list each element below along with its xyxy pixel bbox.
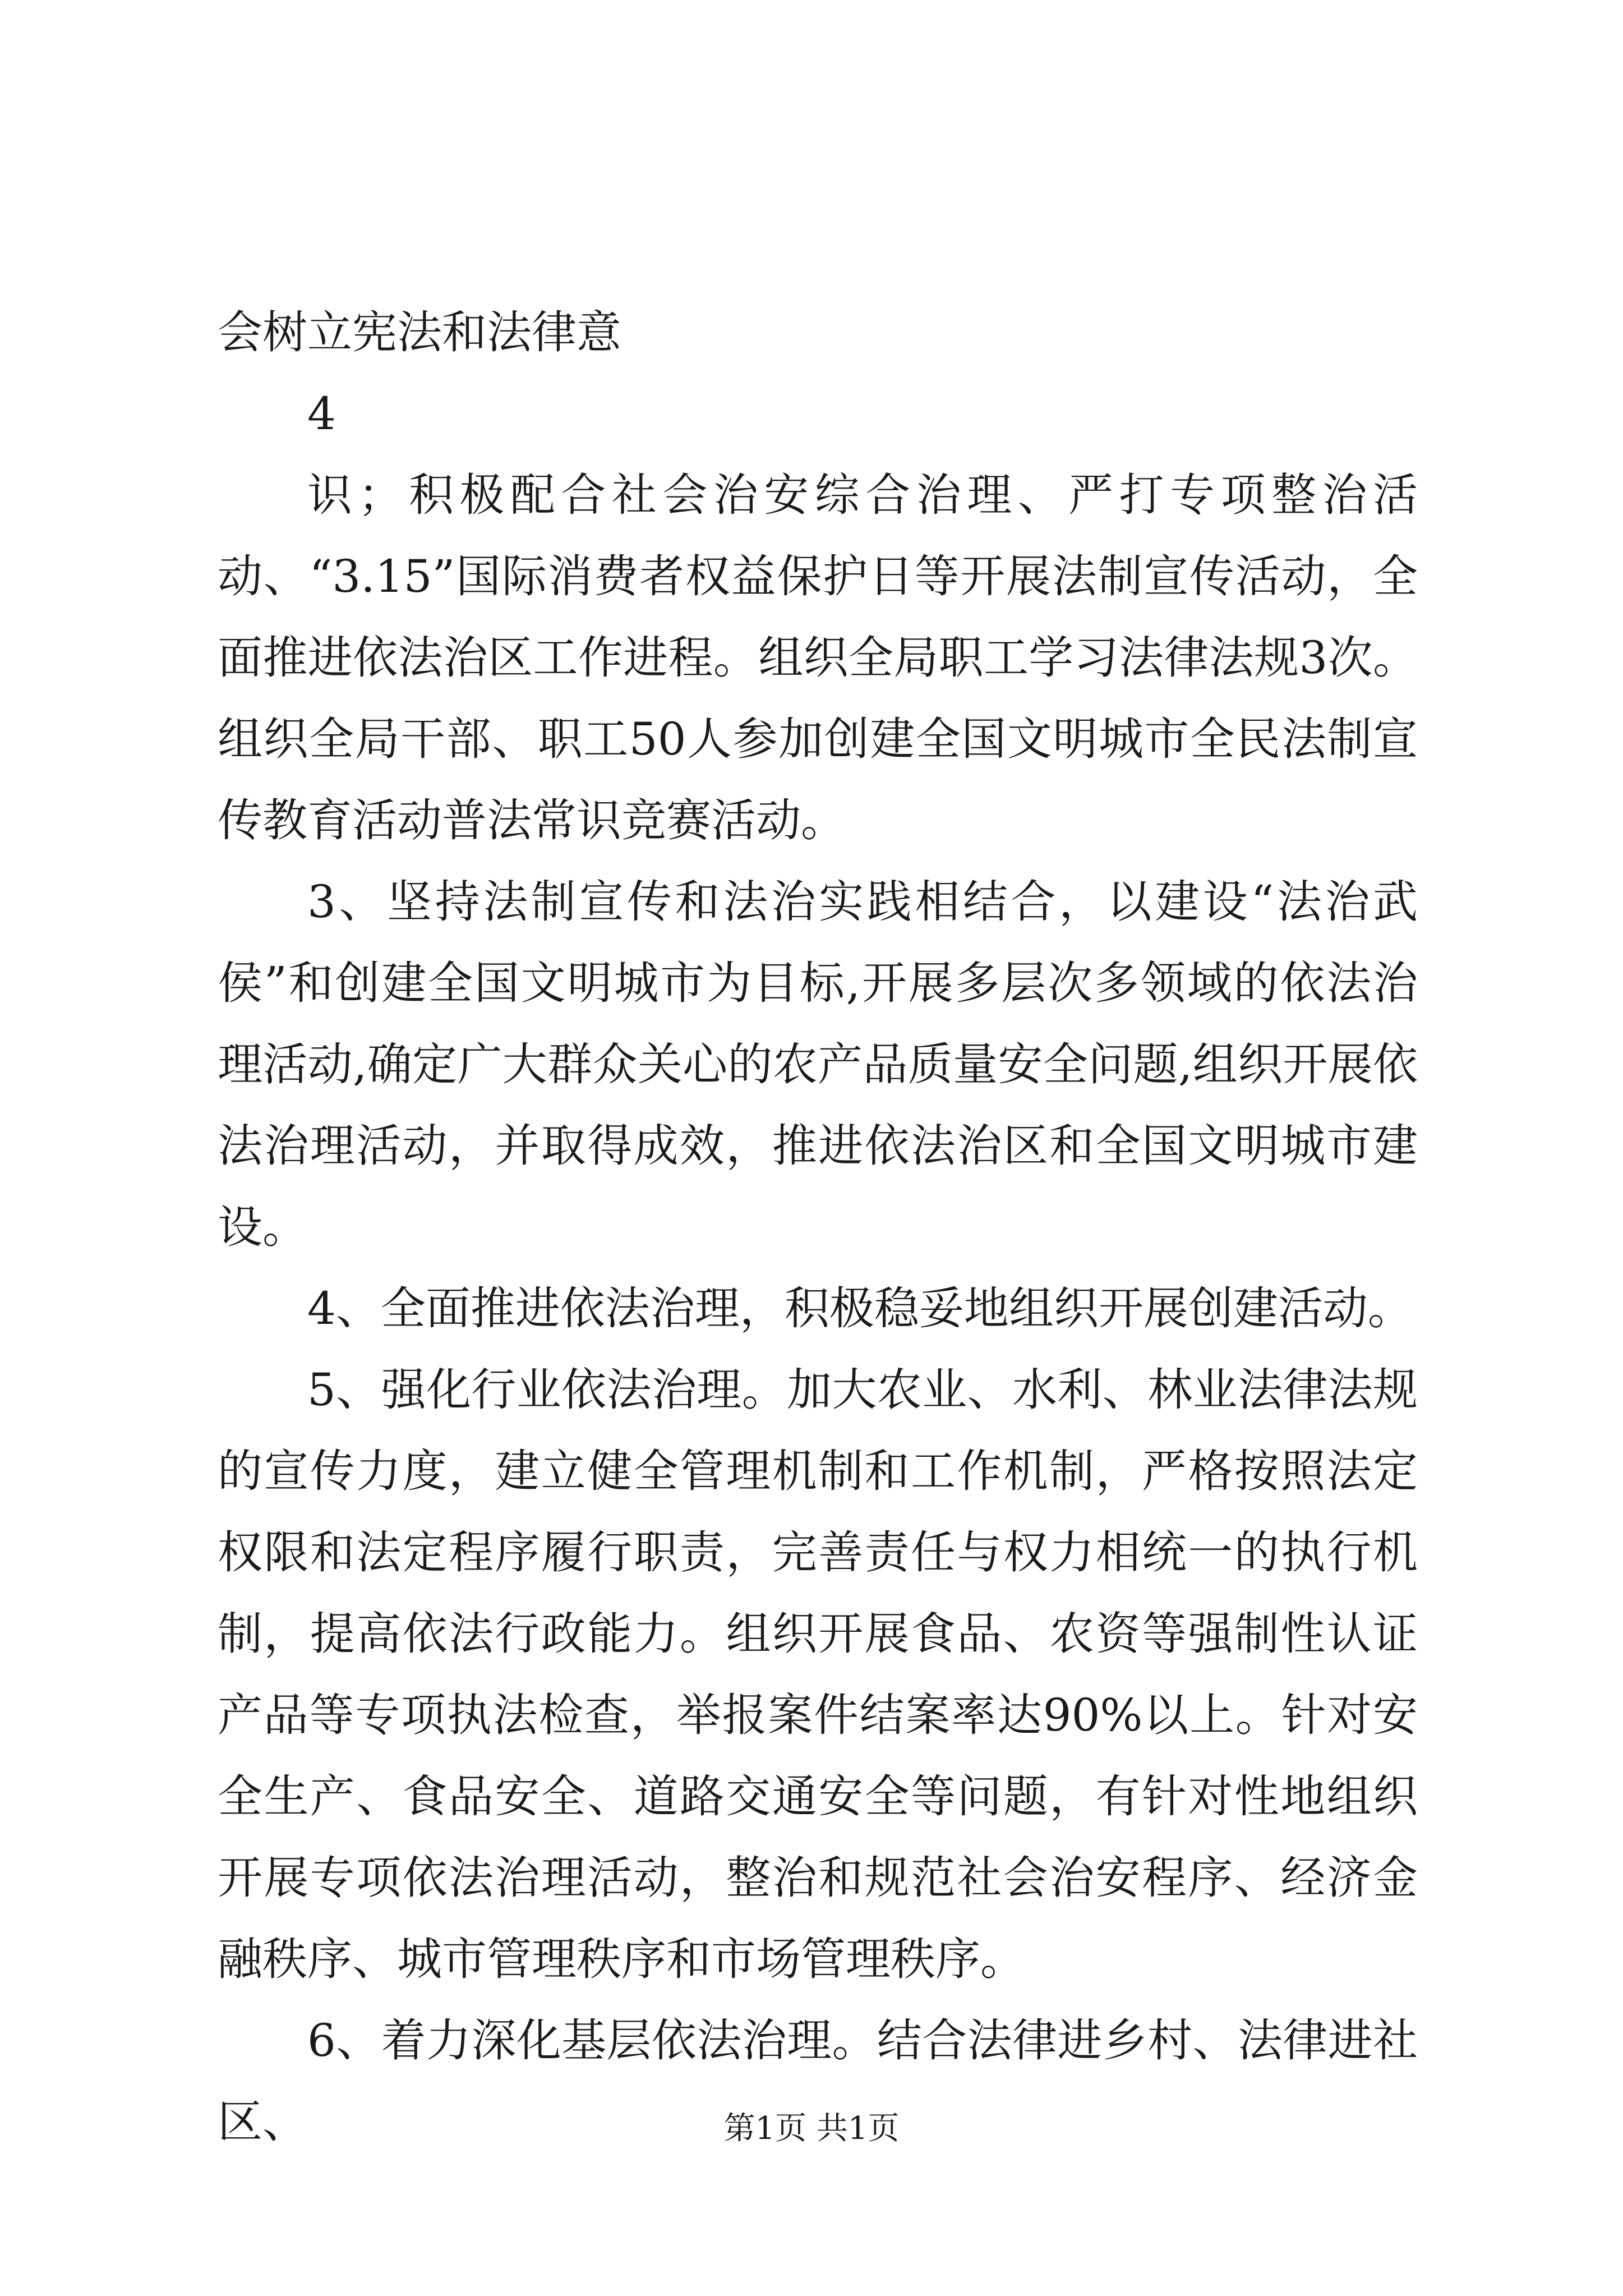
page-footer bbox=[0, 2109, 1623, 2148]
paragraph-3: 识；积极配合社会治安综合治理、严打专项整治活动、“3.15”国际消费者权益保护日等开展法制宣传活动，全面推进依法治区工作进程。组织全局职工学习法律法规3次。组织全局干部、职工50人参加创建全国文明城市全民法制宣传教育活动普法常识竞赛活动。 bbox=[218, 469, 1418, 846]
paragraph-1: 会树立宪法和法律意 bbox=[218, 306, 621, 358]
paragraph-6: 5、强化行业依法治理。加大农业、水利、林业法律法规的宣传力度，建立健全管理机制和工作机制，严格按照法定权限和法定程序履行职责，完善责任与权力相统一的执行机制，提高依法行政能力。组织开展食品、农资等强制性认证产品等专项执法检查，举报案件结案率达90%以上。针对安全生产、食品安全、道路交通安全等问题，有针对性地组织开展专项依法治理活动，整治和规范社会治安程序、经济金融秩序、城市管理秩序和市场管理秩序。 bbox=[218, 1364, 1418, 1985]
document-body bbox=[218, 292, 1418, 2162]
paragraph-2: 4 bbox=[307, 388, 336, 440]
paragraph-7: 6、着力深化基层依法治理。结合法律进乡村、法律进社区、 bbox=[218, 2014, 1418, 2148]
page-number-label: 第1页 共1页 bbox=[723, 2110, 900, 2147]
paragraph-5: 4、全面推进依法治理，积极稳妥地组织开展创建活动。 bbox=[307, 1282, 1413, 1335]
paragraph-4: 3、坚持法制宣传和法治实践相结合，以建设“法治武侯”和创建全国文明城市为目标,开展多层次多领域的依法治理活动,确定广大群众关心的农产品质量安全问题,组织开展依法治理活动，并取得成效，推进依法治区和全国文明城市建设。 bbox=[218, 876, 1418, 1253]
